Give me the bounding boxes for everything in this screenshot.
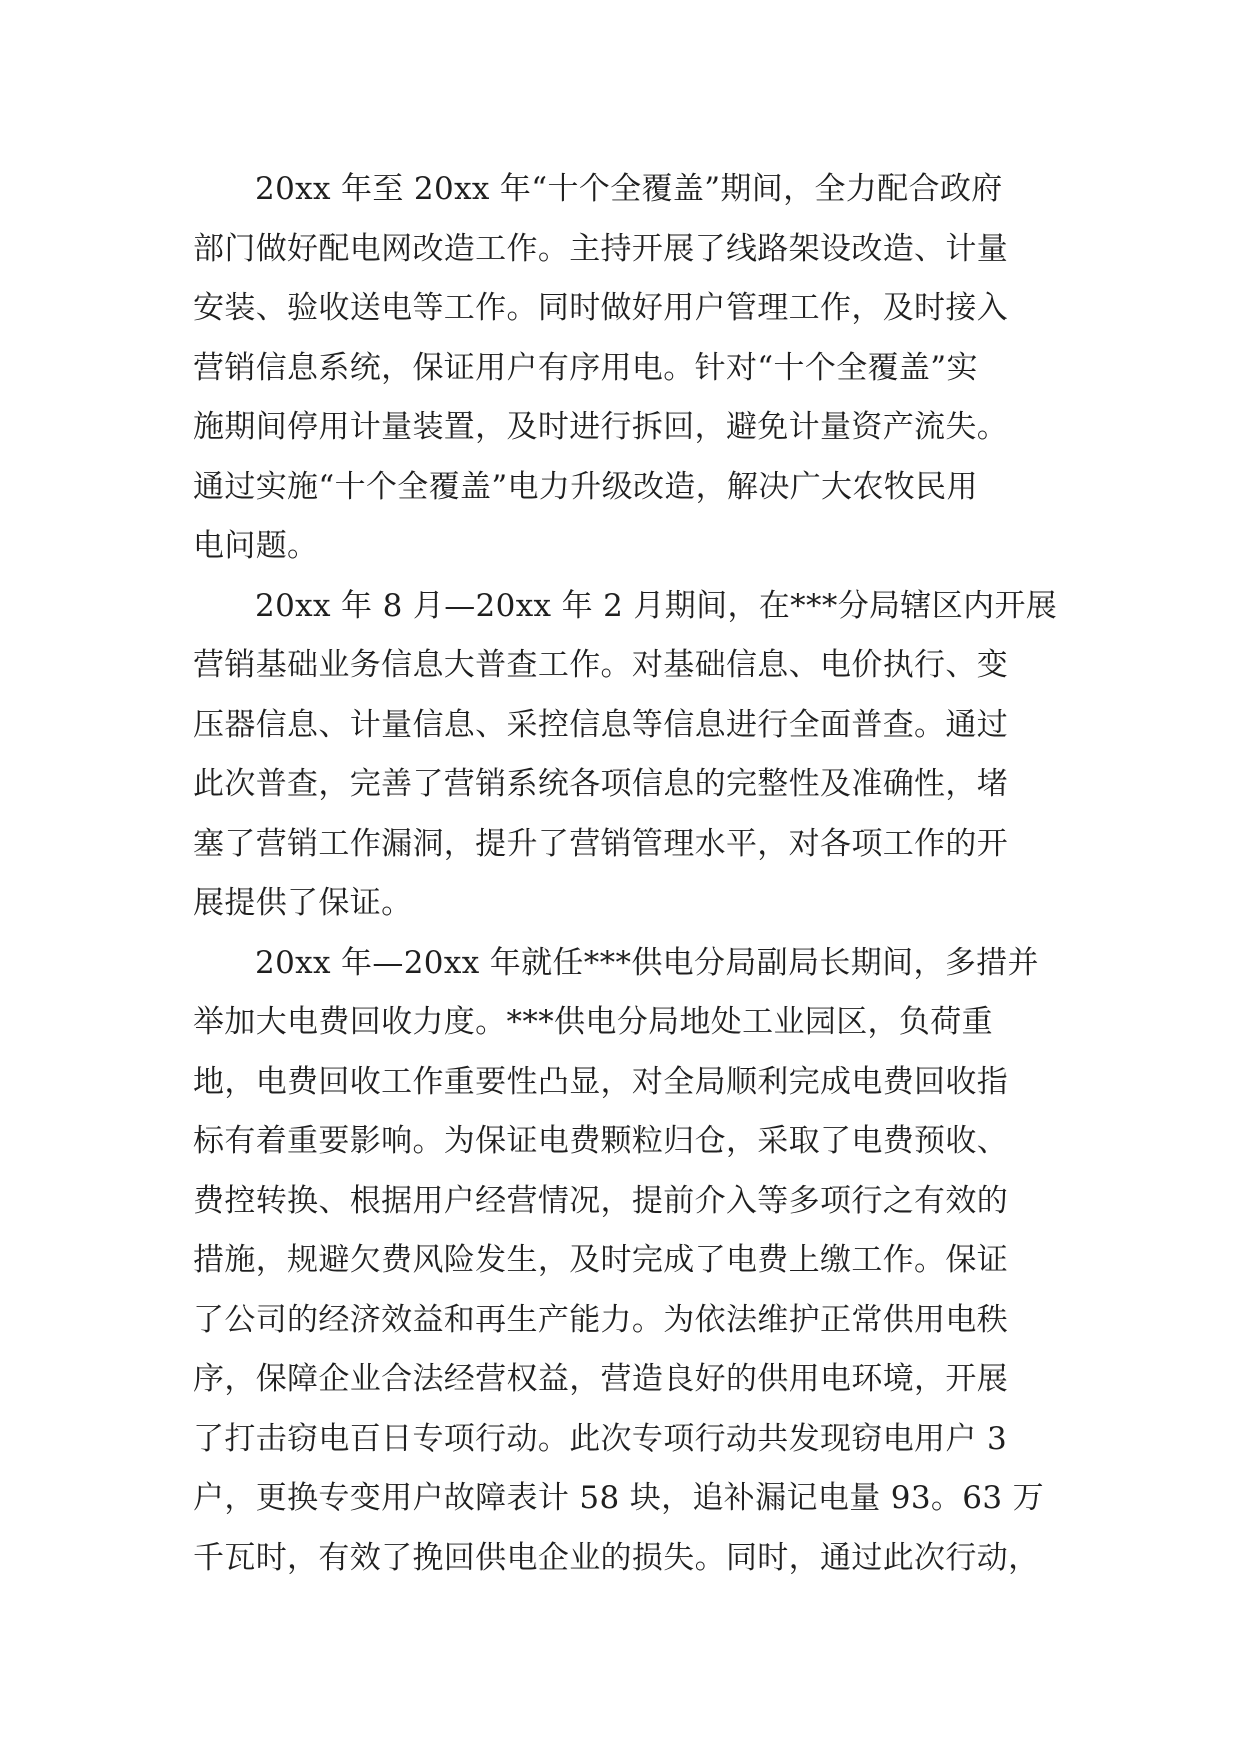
text-line: 20xx 年至 20xx 年“十个全覆盖”期间，全力配合政府: [255, 171, 1003, 207]
text-line: 压器信息、计量信息、采控信息等信息进行全面普查。通过: [193, 706, 1009, 743]
text-line: 20xx 年 8 月—20xx 年 2 月期间，在***分局辖区内开展: [255, 587, 1058, 624]
text-line: 了打击窃电百日专项行动。此次专项行动共发现窃电用户 3: [193, 1420, 1008, 1457]
text-line: 营销基础业务信息大普查工作。对基础信息、电价执行、变: [193, 647, 1009, 683]
text-line: 费控转换、根据用户经营情况，提前介入等多项行之有效的: [193, 1182, 1009, 1219]
text-line: 安装、验收送电等工作。同时做好用户管理工作，及时接入: [193, 290, 1009, 326]
paragraph-1: [193, 160, 1051, 577]
text-line: 措施，规避欠费风险发生，及时完成了电费上缴工作。保证: [193, 1242, 1009, 1278]
text-line: 举加大电费回收力度。***供电分局地处工业园区，负荷重: [193, 1004, 993, 1040]
text-line: 电问题。: [193, 528, 319, 564]
text-line: 营销信息系统，保证用户有序用电。针对“十个全覆盖”实: [193, 349, 978, 386]
text-line: 了公司的经济效益和再生产能力。为依法维护正常供用电秩: [193, 1301, 1009, 1338]
text-line: 户，更换专变用户故障表计 58 块，追补漏记电量 93。63 万: [193, 1480, 1044, 1516]
text-line: 塞了营销工作漏洞，提升了营销管理水平，对各项工作的开: [193, 825, 1009, 862]
paragraph-3: [193, 934, 1051, 1589]
text-line: 施期间停用计量装置，及时进行拆回，避免计量资产流失。: [193, 409, 1009, 445]
text-line: 地，电费回收工作重要性凸显，对全局顺利完成电费回收指: [193, 1063, 1009, 1100]
text-line: 20xx 年—20xx 年就任***供电分局副局长期间，多措并: [255, 944, 1039, 981]
text-line: 通过实施“十个全覆盖”电力升级改造，解决广大农牧民用: [193, 468, 978, 505]
text-line: 此次普查，完善了营销系统各项信息的完整性及准确性，堵: [193, 766, 1009, 802]
text-line: 千瓦时，有效了挽回供电企业的损失。同时，通过此次行动，: [193, 1539, 1040, 1576]
text-line: 序，保障企业合法经营权益，营造良好的供用电环境，开展: [193, 1361, 1009, 1397]
text-line: 展提供了保证。: [193, 885, 413, 921]
paragraph-2: [193, 577, 1058, 934]
text-line: 部门做好配电网改造工作。主持开展了线路架设改造、计量: [193, 230, 1009, 267]
text-line: 标有着重要影响。为保证电费颗粒归仓，采取了电费预收、: [193, 1123, 1009, 1159]
document-body: [193, 160, 1058, 1588]
